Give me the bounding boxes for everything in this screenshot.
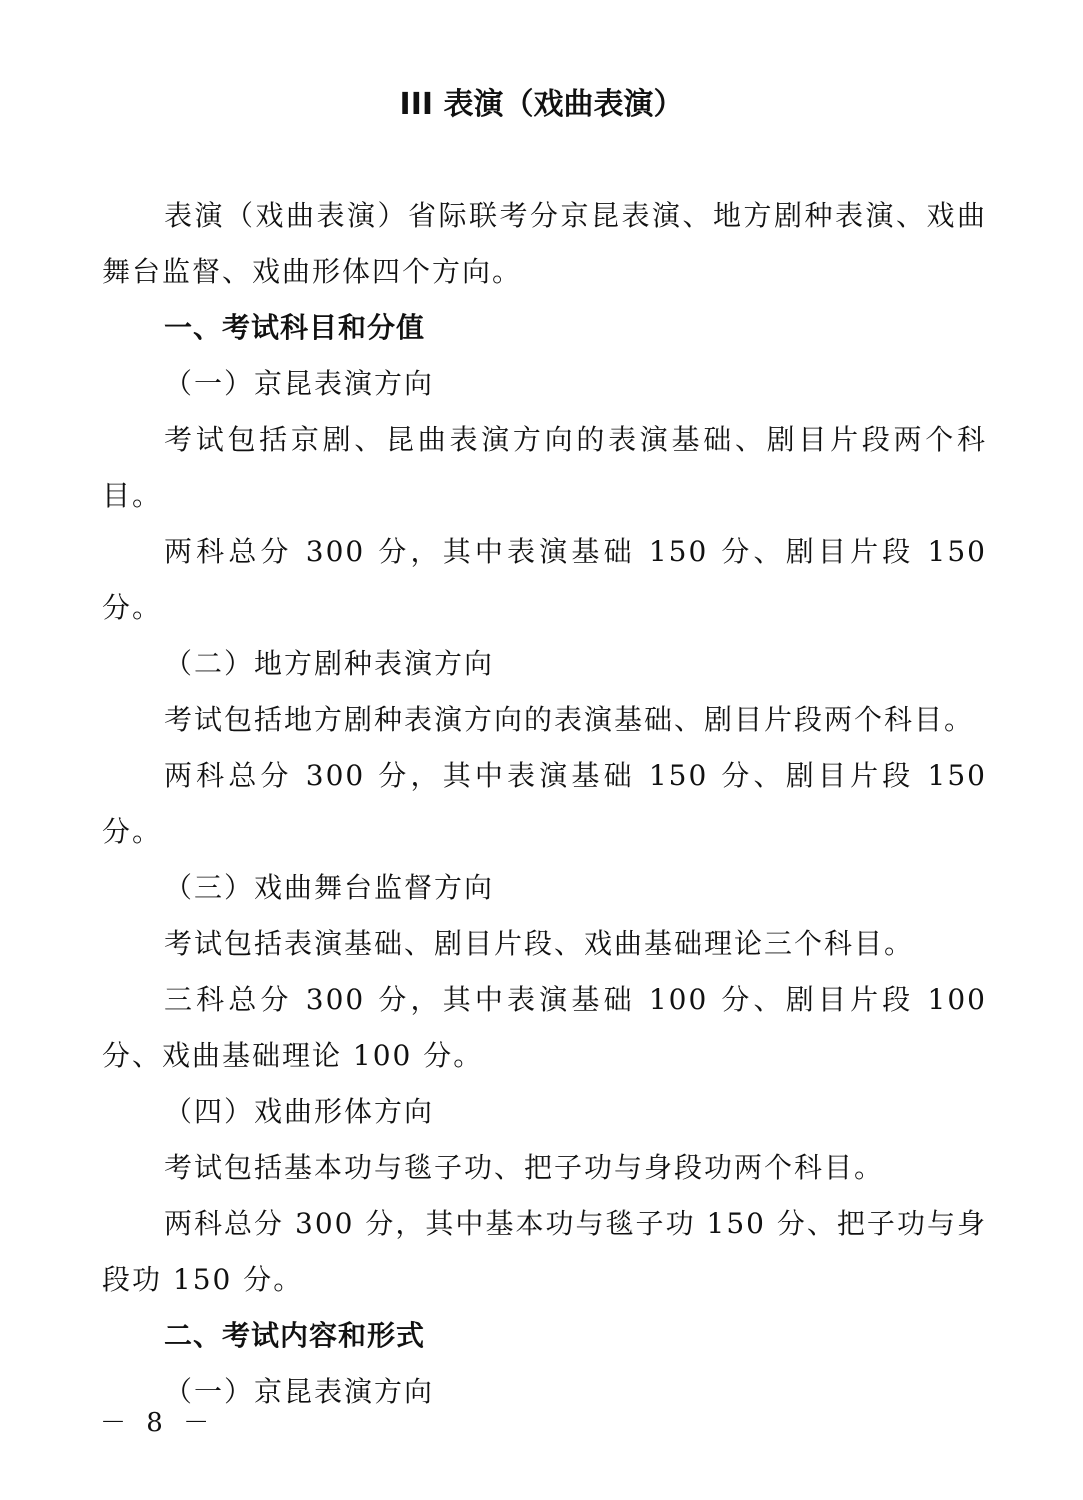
document-title: III 表演（戏曲表演） xyxy=(399,87,684,122)
subheading-physical: （四）戏曲形体方向 xyxy=(164,1095,435,1128)
subheading-local-opera: （二）地方剧种表演方向 xyxy=(164,647,495,680)
paragraph-jingkun-scores: 两科总分 300 分，其中表演基础 150 分、剧目片段 150 分。 xyxy=(102,535,987,624)
subheading-stage-manager: （三）戏曲舞台监督方向 xyxy=(164,871,495,904)
paragraph-physical-subjects: 考试包括基本功与毯子功、把子功与身段功两个科目。 xyxy=(164,1151,885,1184)
section-heading-subjects: 一、考试科目和分值 xyxy=(164,311,426,344)
subheading-jingkun-content: （一）京昆表演方向 xyxy=(164,1375,435,1408)
paragraph-jingkun-subjects: 考试包括京剧、昆曲表演方向的表演基础、剧目片段两个科目。 xyxy=(102,423,987,512)
paragraph-physical-scores: 两科总分 300 分，其中基本功与毯子功 150 分、把子功与身段功 150 分。 xyxy=(102,1207,987,1296)
page-number: － 8 － xyxy=(100,1408,216,1438)
paragraph-local-scores: 两科总分 300 分，其中表演基础 150 分、剧目片段 150 分。 xyxy=(102,759,987,848)
subheading-jingkun: （一）京昆表演方向 xyxy=(164,367,435,400)
section-heading-content: 二、考试内容和形式 xyxy=(164,1319,426,1352)
paragraph-stage-scores: 三科总分 300 分，其中表演基础 100 分、剧目片段 100 分、戏曲基础理论 100 分。 xyxy=(102,983,987,1072)
document-body xyxy=(102,188,987,1420)
paragraph-stage-subjects: 考试包括表演基础、剧目片段、戏曲基础理论三个科目。 xyxy=(164,927,915,960)
paragraph-intro: 表演（戏曲表演）省际联考分京昆表演、地方剧种表演、戏曲舞台监督、戏曲形体四个方向。 xyxy=(102,199,987,288)
paragraph-local-subjects: 考试包括地方剧种表演方向的表演基础、剧目片段两个科目。 xyxy=(164,703,975,736)
